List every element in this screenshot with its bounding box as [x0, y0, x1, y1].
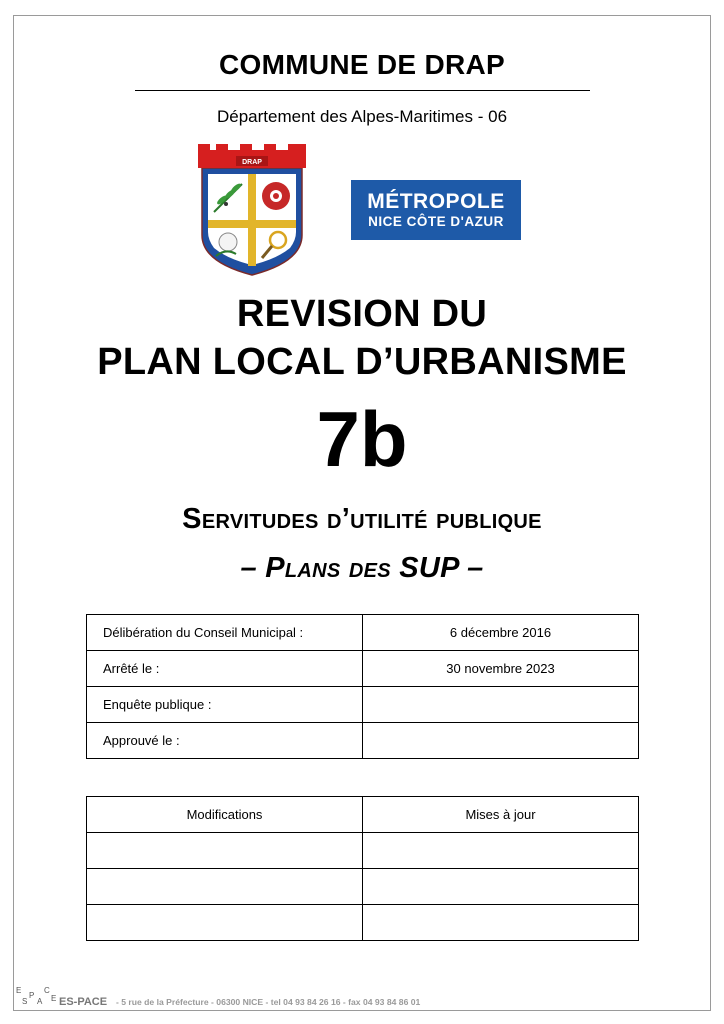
- footer-logo-letter: E: [51, 994, 57, 1003]
- row-value: [363, 723, 639, 759]
- table-cell: [363, 905, 639, 941]
- metropole-logo-line2: NICE CÔTE D'AZUR: [368, 214, 504, 229]
- deliberation-table: [86, 614, 639, 759]
- footer-logo-letter: C: [44, 986, 50, 995]
- table-row: [87, 651, 639, 687]
- table-row: [87, 869, 639, 905]
- table-cell: [363, 869, 639, 905]
- row-label: Approuvé le :: [87, 723, 363, 759]
- metropole-logo-line1: MÉTROPOLE: [367, 190, 505, 213]
- row-label: Délibération du Conseil Municipal :: [87, 615, 363, 651]
- footer-logo-letter: E: [16, 986, 22, 995]
- footer-company-name: ES-PACE: [59, 996, 108, 1008]
- footer: [15, 986, 615, 1008]
- row-value: 30 novembre 2023: [363, 651, 639, 687]
- table-cell: [87, 869, 363, 905]
- footer-logo-letter: A: [37, 997, 43, 1006]
- row-label: Enquête publique :: [87, 687, 363, 723]
- table-row: [87, 687, 639, 723]
- row-label: Arrêté le :: [87, 651, 363, 687]
- metropole-nice-logo: [351, 180, 521, 240]
- commune-title: COMMUNE DE DRAP: [218, 49, 506, 80]
- footer-logo-letter: S: [22, 997, 28, 1006]
- table-header-row: [87, 797, 639, 833]
- table-cell: [363, 833, 639, 869]
- document-number: 7b: [316, 395, 408, 483]
- title-line2: PLAN LOCAL D’URBANISME: [97, 341, 627, 383]
- modifications-table: [86, 796, 639, 941]
- crest-label: DRAP: [242, 159, 262, 166]
- title-line1: REVISION DU: [236, 293, 488, 335]
- drap-coat-of-arms-logo: [196, 140, 308, 277]
- document-subtitle: Servitudes d’utilité publique: [182, 503, 542, 535]
- footer-logo-letter: P: [29, 991, 35, 1000]
- row-value: 6 décembre 2016: [363, 615, 639, 651]
- departement-subtitle: Département des Alpes-Maritimes - 06: [216, 107, 508, 126]
- column-header-mises-a-jour: Mises à jour: [363, 797, 639, 833]
- column-header-modifications: Modifications: [87, 797, 363, 833]
- document-subtitle-plans: – Plans des SUP –: [240, 552, 484, 584]
- table-row: [87, 905, 639, 941]
- table-row: [87, 615, 639, 651]
- table-cell: [87, 833, 363, 869]
- table-cell: [87, 905, 363, 941]
- header-rule: [135, 90, 590, 91]
- table-row: [87, 833, 639, 869]
- row-value: [363, 687, 639, 723]
- footer-address: - 5 rue de la Préfecture - 06300 NICE - tel 04 93 84 26 16 - fax 04 93 84 86 01: [116, 997, 421, 1007]
- table-row: [87, 723, 639, 759]
